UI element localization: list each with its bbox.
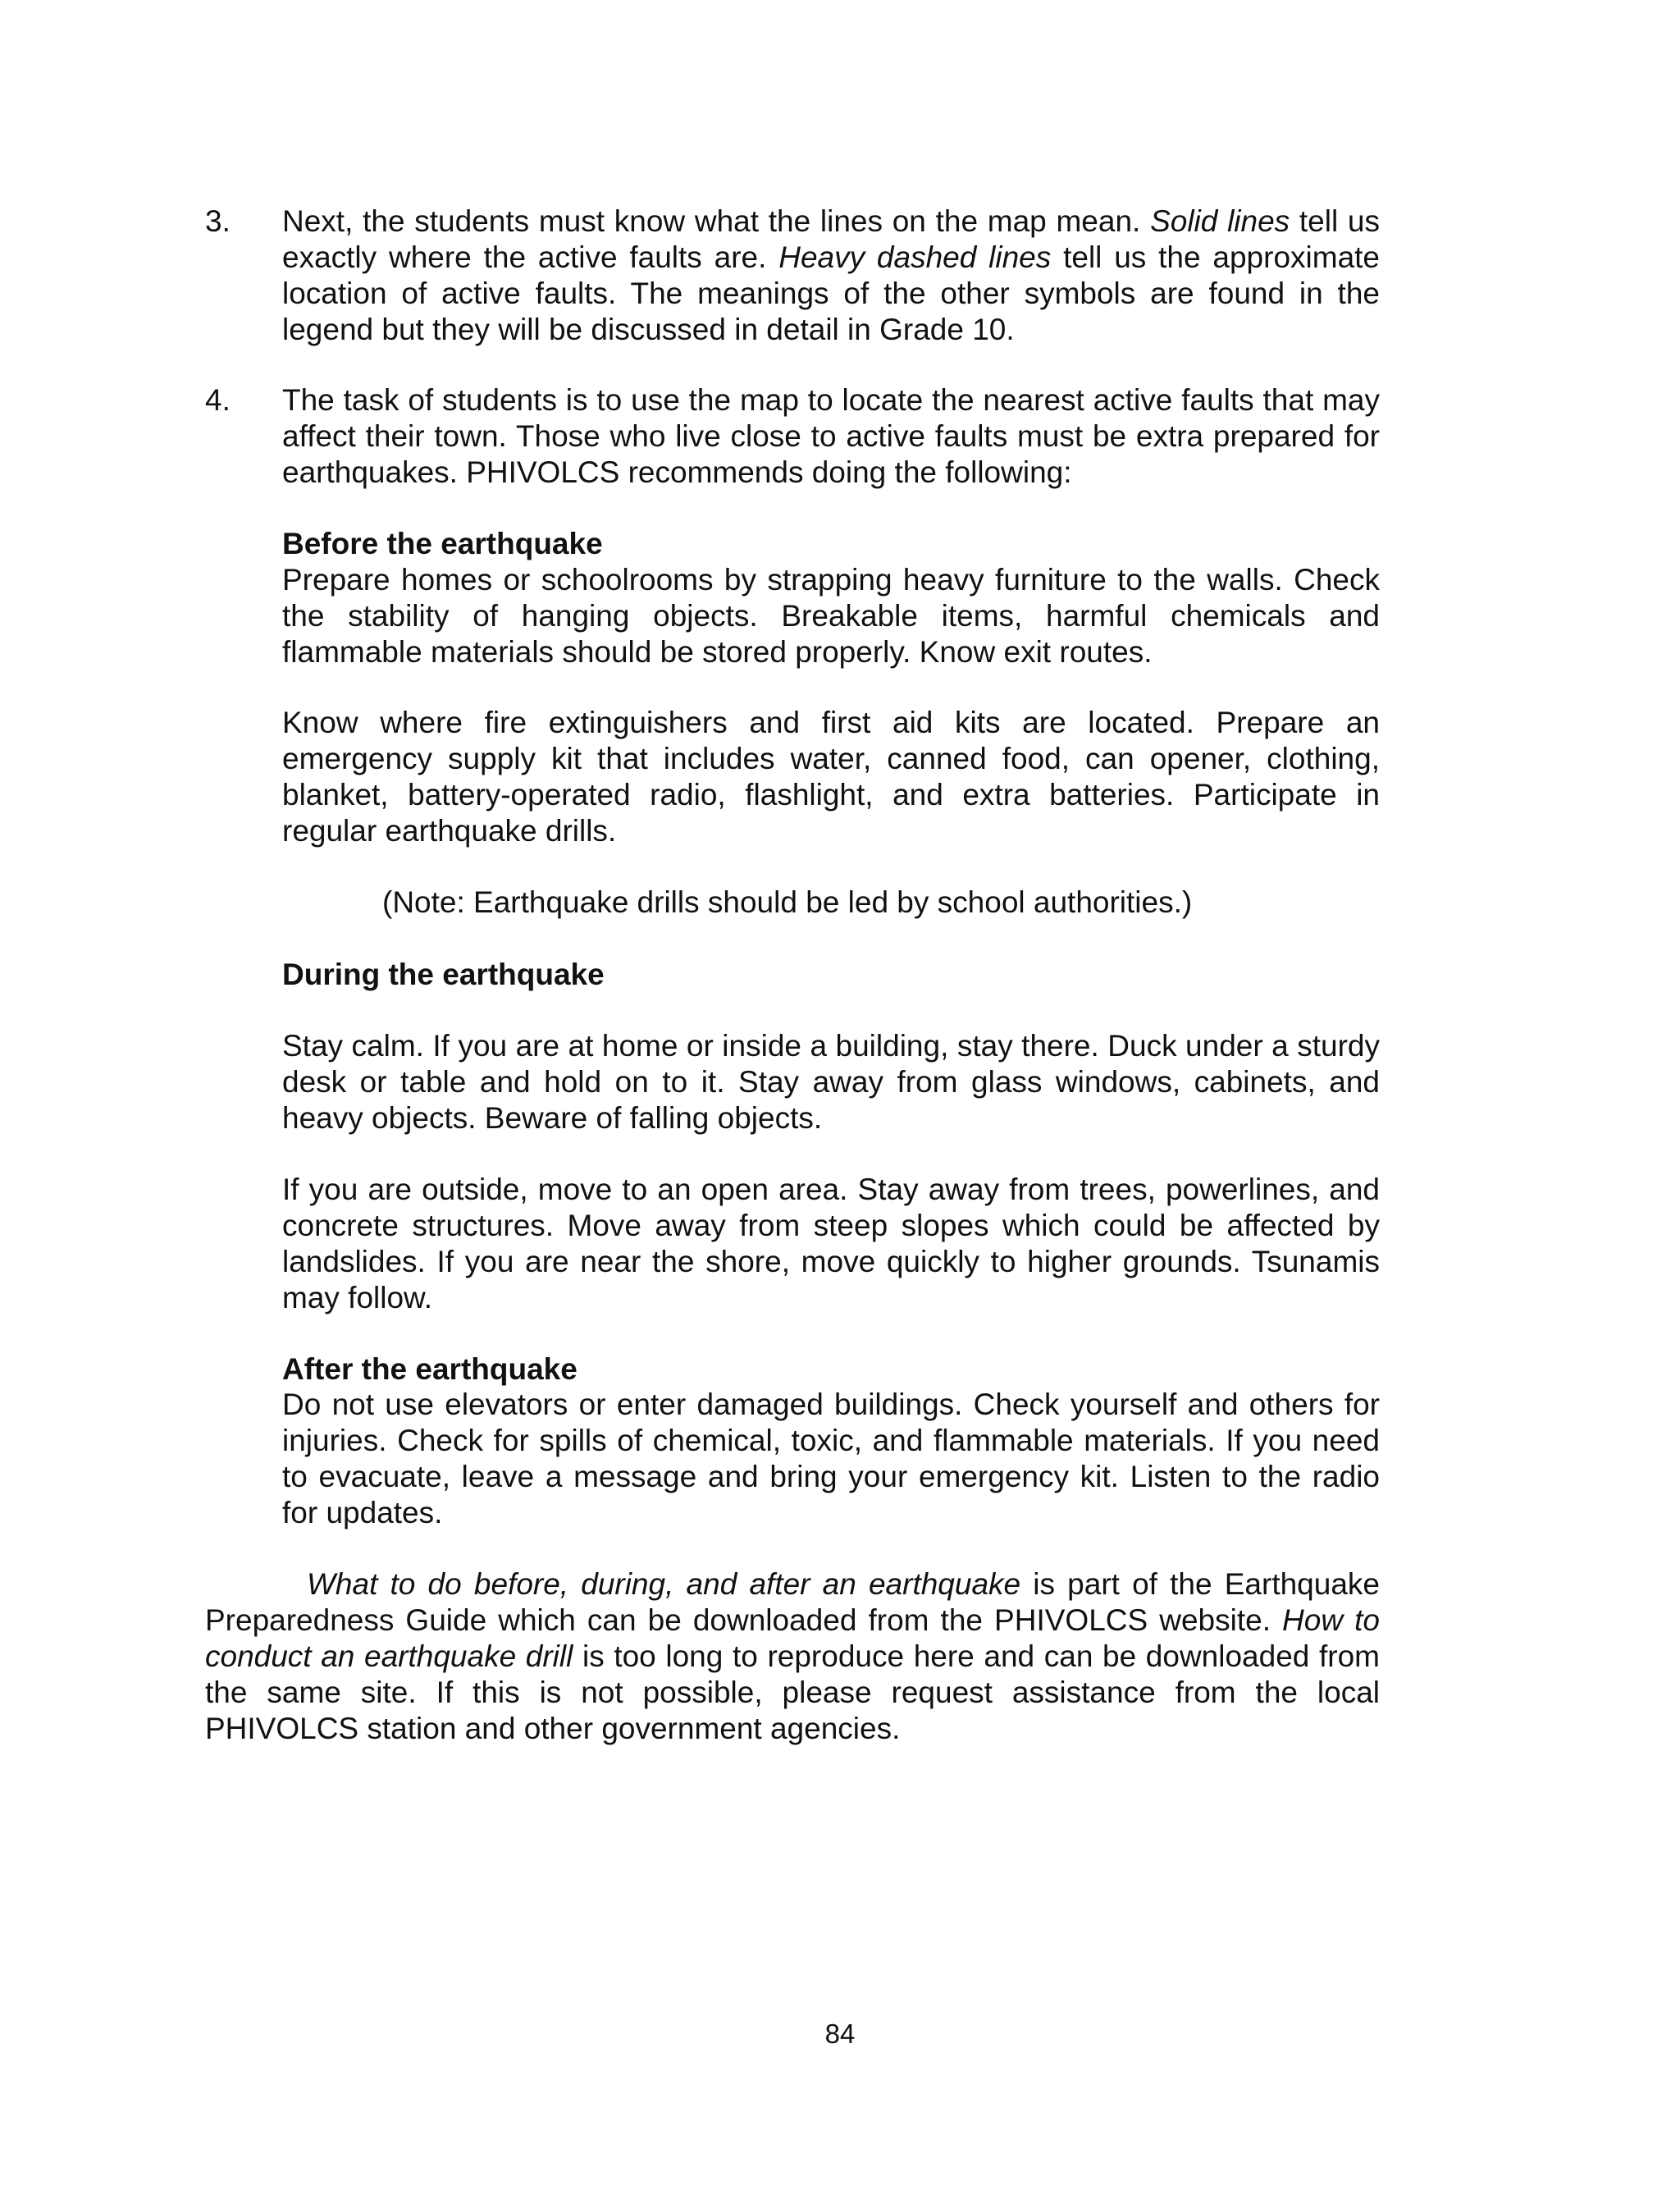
section-heading-after: After the earthquake [282,1352,578,1386]
text-segment: tell us exactly where the active faults are. [282,204,1381,274]
item-3-paragraph [282,203,1380,348]
text-segment: tell us the approximate location of active faults. The meanings of the other symbols are found in the legend but they will be discussed in detail in Grade 10. [282,240,1381,346]
text-segment: Next, the students must know what the lines on the map mean. [282,204,1151,238]
during-paragraph-2: If you are outside, move to an open area. Stay away from trees, powerlines, and concrete structures. Move away from steep slopes which could be affected by landslides. If you are near the shore, move quickly to higher grounds. Tsunamis may follow. [282,1173,1380,1314]
after-paragraph-1: Do not use elevators or enter damaged buildings. Check yourself and others for injuries. Check for spills of chemical, toxic, and flammable materials. If you need to evacuate, leave a message and bring your emergency kit. Listen to the radio for updates. [282,1388,1380,1529]
section-heading-before: Before the earthquake [282,527,603,560]
item-4-paragraph [282,382,1380,491]
text-segment: The task of students is to use the map to locate the nearest active faults that may affect their town. Those who live close to active faults must be extra prepared for earthquakes. PHIVOLCS recommends doing the following: [282,383,1380,489]
before-paragraph-1: Prepare homes or schoolrooms by strapping heavy furniture to the walls. Check the stability of hanging objects. Breakable items, harmful chemicals and flammable materials should be stored properly. Know exit routes. [282,563,1380,669]
italic-term: Solid lines [1150,204,1290,238]
list-number: 3. [205,204,231,238]
before-paragraph-2: Know where fire extinguishers and first aid kits are located. Prepare an emergency supply kit that includes water, canned food, can opener, clothing, blanket, battery-operated radio, flashlight, and extra batteries. Participate in regular earthquake drills. [282,706,1380,848]
text-segment: is too long to reproduce here and can be downloaded from the same site. If this is not possible, please request assistance from the local PHIVOLCS station and other government agencies. [205,1639,1380,1745]
page-number: 84 [824,2019,856,2049]
text-segment: is part of the Earthquake Preparedness Guide which can be downloaded from the PHIVOLCS website. [205,1567,1380,1637]
note: (Note: Earthquake drills should be led by school authorities.) [382,885,1193,919]
during-paragraph-1: Stay calm. If you are at home or inside a building, stay there. Duck under a sturdy desk or table and hold on to it. Stay away from glass windows, cabinets, and heavy objects. Beware of falling objects. [282,1029,1380,1135]
list-number: 4. [205,383,231,417]
italic-title: What to do before, during, and after an earthquake [307,1567,1021,1601]
italic-title: How to conduct an earthquake drill [205,1603,1380,1673]
closing-paragraph [205,1566,1380,1747]
italic-term: Heavy dashed lines [778,240,1052,274]
section-heading-during: During the earthquake [282,958,605,991]
